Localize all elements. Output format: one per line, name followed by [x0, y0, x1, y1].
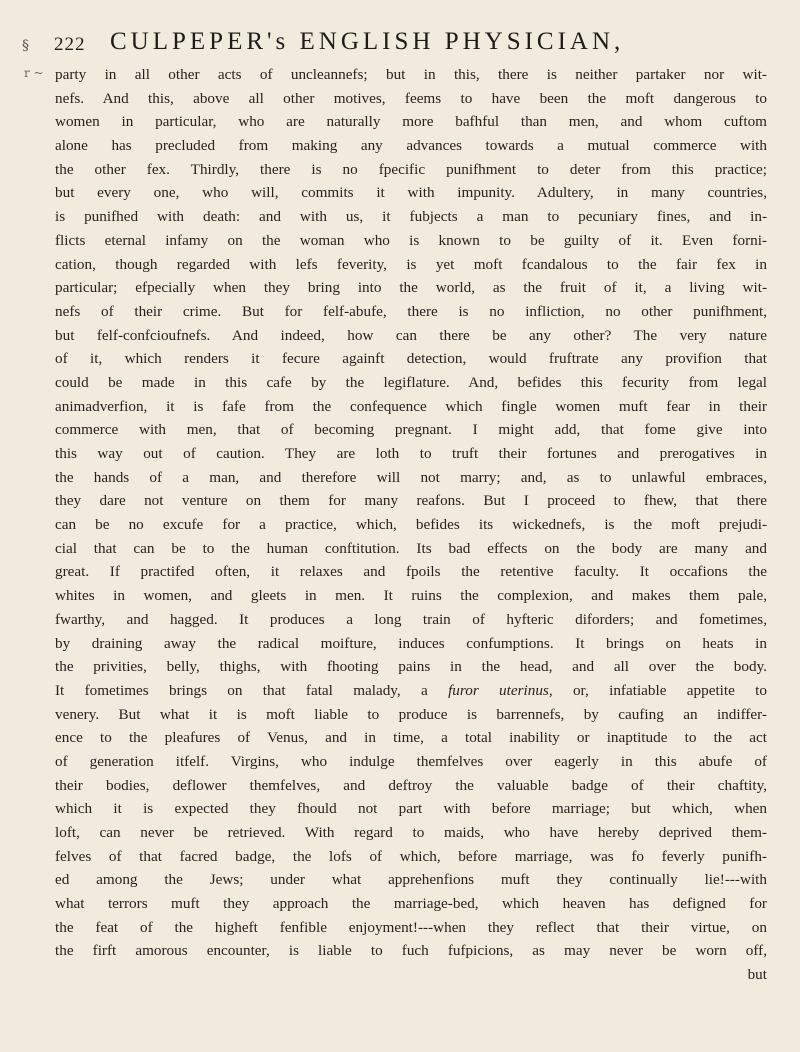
text-line: nefs. And this, above all other motives, feems to have been the moft dangerous to: [55, 89, 767, 107]
text-line: which it is expected they fhould not part with before marriage; but which, when: [55, 800, 767, 818]
text-line: the privities, belly, thighs, with fhooting pains in the head, and all over the body.: [55, 658, 767, 676]
running-head: CULPEPER's ENGLISH PHYSICIAN,: [110, 28, 625, 55]
text-line: by draining away the radical moifture, induces confumptions. It brings on heats in: [55, 634, 767, 652]
text-line: of generation itfelf. Virgins, who indulge themfelves over eagerly in this abufe of: [55, 752, 767, 770]
text-line: is punifhed with death: and with us, it fubjects a man to pecuniary fines, and in-: [55, 208, 767, 226]
text-line: the feat of the higheft fenfible enjoyment!---when they reflect that their virtue, on: [55, 918, 767, 936]
text-line: cial that can be to the human conftitution. Its bad effects on the body are many and: [55, 539, 767, 557]
text-line: party in all other acts of uncleannefs; but in this, there is neither partaker nor wit-: [55, 66, 767, 83]
text-line: It fometimes brings on that fatal malady, a furor uterinus, or, infatiable appetite to: [55, 681, 767, 699]
margin-mark-secondary: r ~: [24, 66, 44, 80]
text-line: cation, though regarded with lefs feverity, is yet moft fcandalous to the fair fex in: [55, 255, 767, 273]
page-header: [54, 28, 754, 58]
text-line: felves of that facred badge, the lofs of which, before marriage, was fo feverly punifh-: [55, 847, 767, 865]
text-line: of it, which renders it fecure againft detection, would fruftrate any provifion that: [55, 350, 767, 368]
text-line: what terrors muft they approach the marriage-bed, which heaven has defigned for: [55, 895, 767, 913]
text-line: their bodies, deflower themfelves, and deftroy the valuable badge of their chaftity,: [55, 776, 767, 794]
text-line: but every one, who will, commits it with impunity. Adultery, in many countries,: [55, 184, 767, 202]
text-line: commerce with men, that of becoming pregnant. I might add, that fome give into: [55, 421, 767, 439]
text-line: nefs of their crime. But for felf-abufe, there is no infliction, no other punifhment,: [55, 302, 767, 320]
text-line: ence to the pleafures of Venus, and in time, a total inability or inaptitude to the act: [55, 729, 767, 747]
text-line: ed among the Jews; under what apprehenfions muft they continually lie!---with: [55, 871, 767, 889]
text-line: flicts eternal infamy on the woman who is known to be guilty of it. Even forni-: [55, 231, 767, 249]
text-line: alone has precluded from making any advances towards a mutual commerce with: [55, 137, 767, 155]
text-line: venery. But what it is moft liable to produce is barrennefs, by caufing an indiffer-: [55, 705, 767, 723]
text-line: great. If practifed often, it relaxes and fpoils the retentive faculty. It occafions the: [55, 563, 767, 581]
text-line: they dare not venture on them for many reafons. But I proceed to fhew, that there: [55, 492, 767, 510]
margin-mark: §: [22, 38, 29, 54]
text-line: loft, can never be retrieved. With regard to maids, who have hereby deprived them-: [55, 824, 767, 841]
page-number: 222: [54, 34, 86, 55]
text-line: the other fex. Thirdly, there is no fpecific punifhment to deter from this practice;: [55, 160, 767, 178]
text-line: this way out of caution. They are loth to truft their fortunes and prerogatives in: [55, 445, 767, 462]
latin-term: furor uterinus: [448, 681, 549, 699]
text-line: whites in women, and gleets in men. It ruins the complexion, and makes them pale,: [55, 587, 767, 605]
text-line: the hands of a man, and therefore will not marry; and, as to unlawful embraces,: [55, 468, 767, 486]
text-line: the firft amorous encounter, is liable to fuch fufpicions, as may never be worn off,: [55, 942, 767, 960]
text-line: could be made in this cafe by the legiflature. And, befides this fecurity from legal: [55, 373, 767, 391]
text-line: fwarthy, and hagged. It produces a long train of hyfteric diforders; and fometimes,: [55, 610, 767, 628]
catchword: but: [747, 966, 767, 984]
text-line: but felf-confcioufnefs. And indeed, how can there be any other? The very nature: [55, 326, 767, 344]
text-line: particular; efpecially when they bring into the world, as the fruit of it, a living wit-: [55, 279, 767, 297]
text-line: can be no excufe for a practice, which, befides its wickednefs, is the moft prejudi-: [55, 516, 767, 534]
body-text: [55, 63, 767, 987]
text-line: women in particular, who are naturally more bafhful than men, and whom cuftom: [55, 113, 767, 131]
text-line: animadverfion, it is fafe from the confequence which fingle women muft fear in their: [55, 397, 767, 415]
